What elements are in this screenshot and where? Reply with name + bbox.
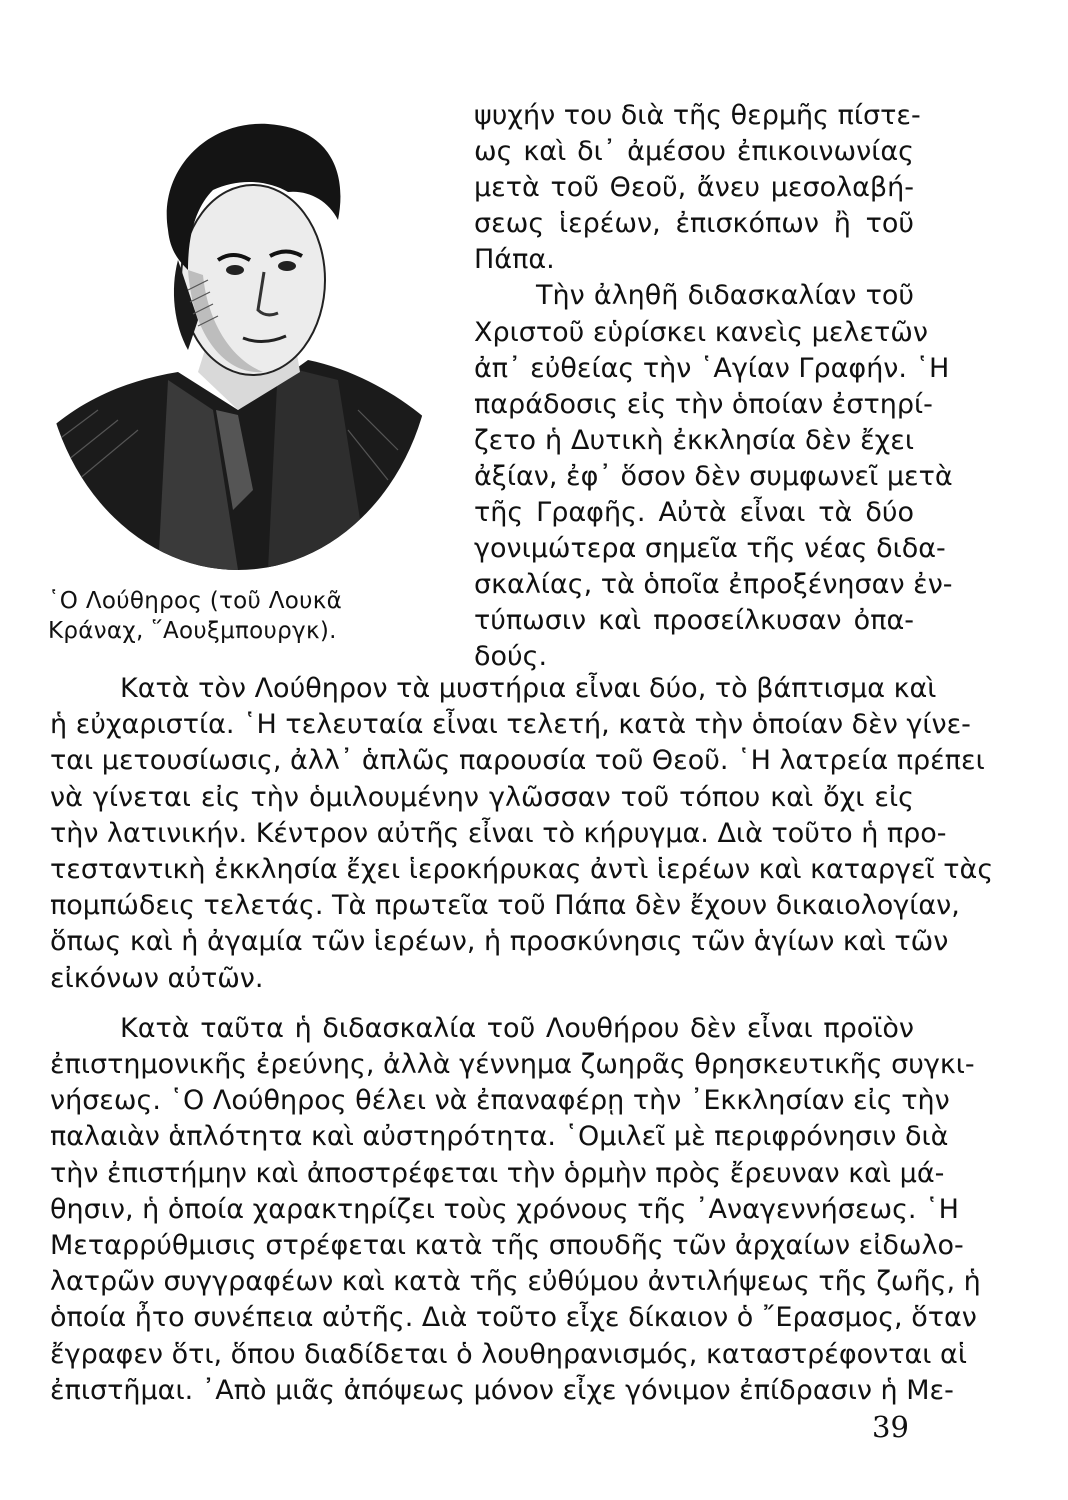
text-line: ζετο ἡ Δυτικὴ ἐκκλησία δὲν ἔχει: [474, 424, 914, 456]
text-line: Πάπα.: [474, 244, 555, 276]
paragraph: [50, 1011, 981, 1409]
text-line: γονιμώτερα σημεῖα τῆς νέας διδα-: [474, 533, 946, 565]
text-line: θησιν, ἡ ὁποία χαρακτηρίζει τοὺς χρόνους τῆς ᾽Αναγεννήσεως. ῾Η: [50, 1193, 959, 1225]
text-line: σεως ἱερέων, ἐπισκόπων ἢ τοῦ: [474, 208, 914, 240]
text-line: λατρῶν συγγραφέων καὶ κατὰ τῆς εὐθύμου ἀντιλήψεως τῆς ζωῆς, ἡ: [50, 1266, 981, 1298]
page-number: 39: [872, 1410, 909, 1444]
text-line: ται μετουσίωσις, ἀλλ᾽ ἁπλῶς παρουσία τοῦ Θεοῦ. ῾Η λατρεία πρέπει: [50, 745, 985, 777]
text-line: τὴν λατινικήν. Κέντρον αὐτῆς εἶναι τὸ κήρυγμα. Διὰ τοῦτο ἡ προ-: [50, 817, 947, 849]
portrait-caption: [48, 586, 408, 646]
text-line: παλαιὰν ἁπλότητα καὶ αὐστηρότητα. ῾Ομιλεῖ μὲ περιφρόνησιν διὰ: [50, 1121, 949, 1153]
text-line: Μεταρρύθμισις στρέφεται κατὰ τῆς σπουδῆς τῶν ἀρχαίων εἰδωλο-: [50, 1230, 964, 1262]
text-line: ἀπ᾽ εὐθείας τὴν ῾Αγίαν Γραφήν. ῾Η: [474, 352, 950, 384]
text-line: ὁποία ἦτο συνέπεια αὐτῆς. Διὰ τοῦτο εἶχε δίκαιον ὁ ῎Ερασμος, ὅταν: [50, 1302, 977, 1334]
text-line: τεσταντικὴ ἐκκλησία ἔχει ἱεροκήρυκας ἀντὶ ἱερέων καὶ καταργεῖ τὰς: [50, 854, 994, 886]
paragraph: [50, 671, 994, 997]
side-column-text: [474, 98, 953, 676]
text-line: ἐπιστῆμαι. ᾽Απὸ μιᾶς ἀπόψεως μόνον εἶχε γόνιμον ἐπίδρασιν ἡ Με-: [50, 1374, 954, 1406]
caption-line: Κράναχ, ῞Αουξμπουργκ).: [48, 618, 337, 644]
text-line: ἡ εὐχαριστία. ῾Η τελευταία εἶναι τελετή, κατὰ τὴν ὁποίαν δὲν γίνε-: [50, 709, 971, 741]
luther-portrait-image: [38, 110, 438, 570]
text-line: τύπωσιν καὶ προσείλκυσαν ὀπα-: [474, 605, 914, 637]
text-line: Χριστοῦ εὑρίσκει κανεὶς μελετῶν: [474, 316, 928, 348]
text-line: ψυχήν του διὰ τῆς θερμῆς πίστε-: [474, 100, 921, 131]
text-line: εἰκόνων αὐτῶν.: [50, 962, 264, 994]
body-text: [50, 671, 994, 1409]
text-line: δούς.: [474, 641, 548, 673]
text-line: ἐπιστημονικῆς ἐρεύνης, ἀλλὰ γέννημα ζωηρᾶς θρησκευτικῆς συγκι-: [50, 1049, 975, 1081]
text-line: Κατὰ ταῦτα ἡ διδασκαλία τοῦ Λουθήρου δὲν εἶναι προϊὸν: [120, 1012, 914, 1044]
text-line: Τὴν ἀληθῆ διδασκαλίαν τοῦ: [536, 280, 914, 312]
text-line: τῆς Γραφῆς. Αὐτὰ εἶναι τὰ δύο: [474, 497, 914, 529]
text-line: νήσεως. ῾Ο Λούθηρος θέλει νὰ ἐπαναφέρῃ τὴν ᾽Εκκλησίαν εἰς τὴν: [50, 1085, 950, 1117]
text-line: σκαλίας, τὰ ὁποῖα ἐπροξένησαν ἐν-: [474, 569, 953, 601]
text-line: πομπώδεις τελετάς. Τὰ πρωτεῖα τοῦ Πάπα δὲν ἔχουν δικαιολογίαν,: [50, 890, 960, 922]
text-line: νὰ γίνεται εἰς τὴν ὁμιλουμένην γλῶσσαν τοῦ τόπου καὶ ὄχι εἰς: [50, 781, 914, 813]
caption-line: ῾Ο Λούθηρος (τοῦ Λουκᾶ: [48, 588, 343, 614]
text-line: ἀξίαν, ἐφ᾽ ὅσον δὲν συμφωνεῖ μετὰ: [474, 460, 953, 492]
text-line: ἔγραφεν ὅτι, ὅπου διαδίδεται ὁ λουθηρανισμός, καταστρέφονται αἱ: [50, 1338, 967, 1370]
text-line: ως καὶ δι᾽ ἀμέσου ἐπικοινωνίας: [474, 136, 914, 168]
text-line: μετὰ τοῦ Θεοῦ, ἄνευ μεσολαβή-: [474, 172, 914, 204]
text-line: τὴν ἐπιστήμην καὶ ἀποστρέφεται τὴν ὁρμὴν πρὸς ἔρευναν καὶ μά-: [50, 1157, 945, 1189]
text-line: ὅπως καὶ ἡ ἀγαμία τῶν ἱερέων, ἡ προσκύνησις τῶν ἁγίων καὶ τῶν: [50, 926, 949, 958]
text-line: παράδοσις εἰς τὴν ὁποίαν ἐστηρί-: [474, 388, 933, 420]
text-line: Κατὰ τὸν Λούθηρον τὰ μυστήρια εἶναι δύο, τὸ βάπτισμα καὶ: [120, 673, 937, 704]
